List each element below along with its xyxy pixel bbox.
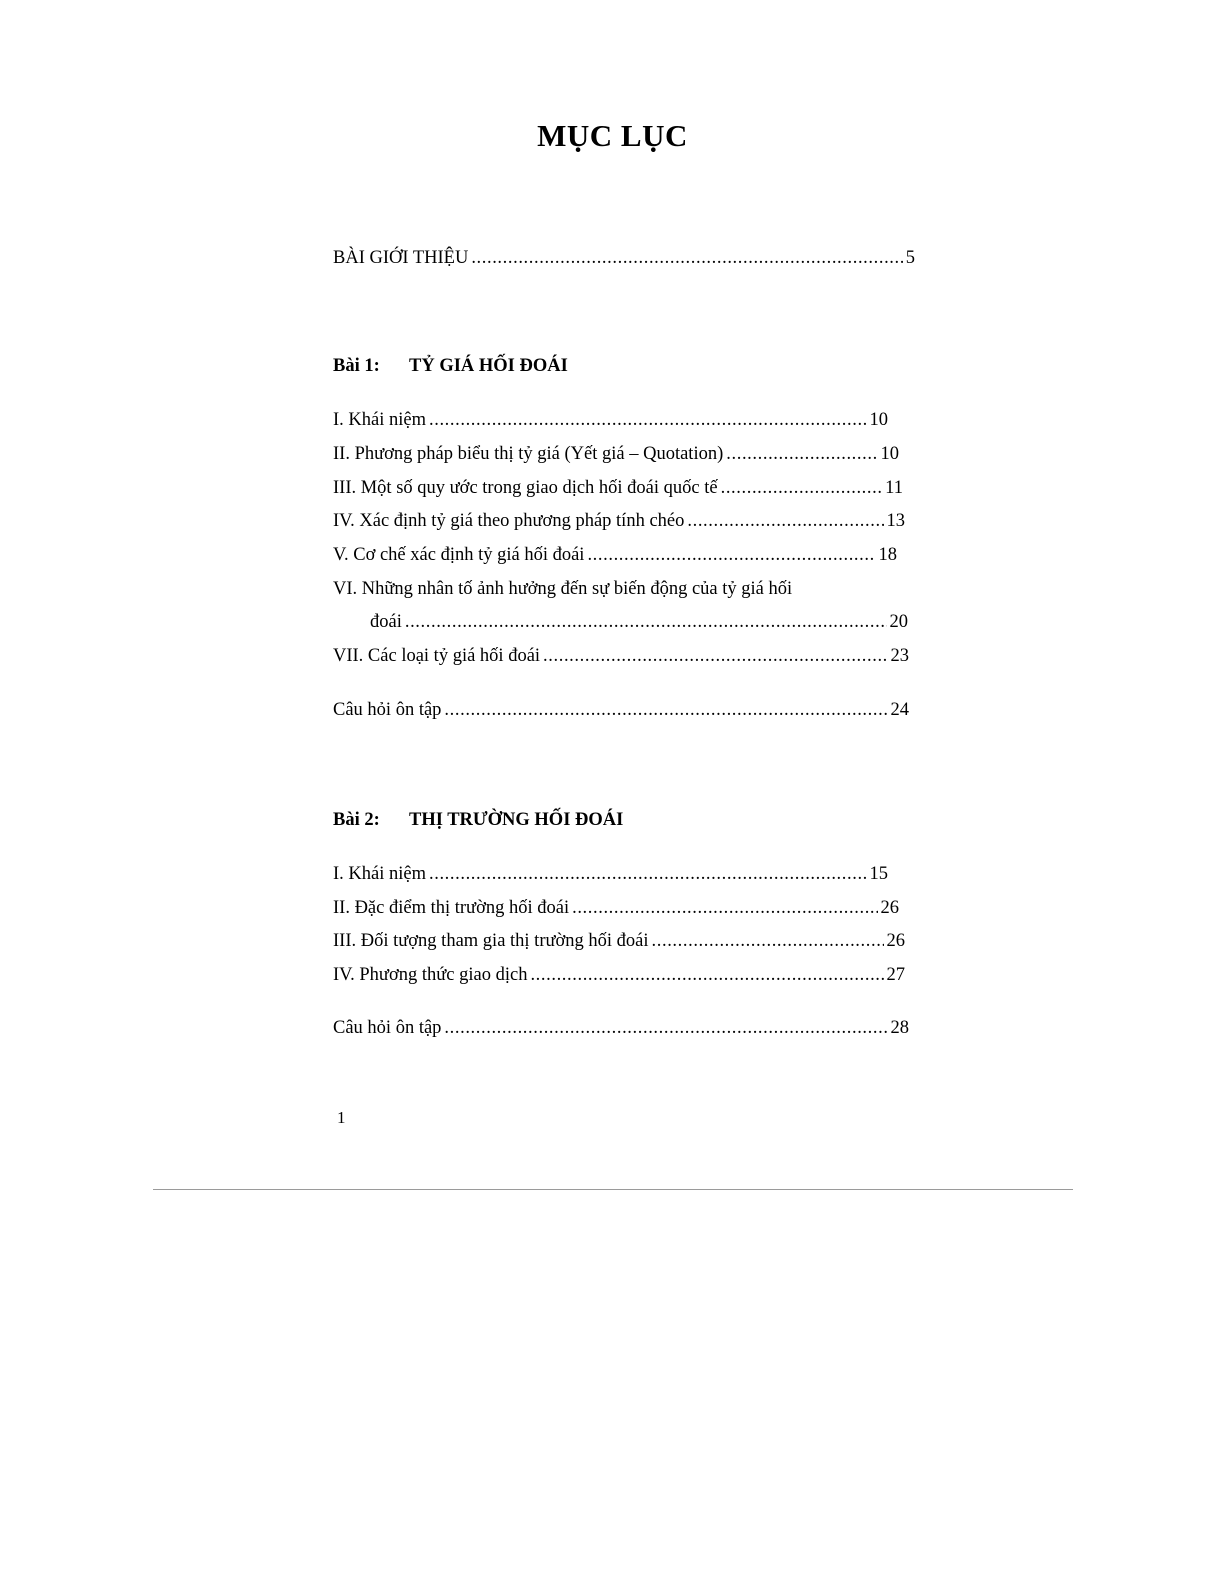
dot-leader (530, 963, 883, 987)
toc-entry-page: 20 (889, 612, 908, 632)
toc-entry-page: 5 (905, 248, 915, 268)
toc-entry-l1-3[interactable] (333, 476, 903, 500)
dot-leader (405, 610, 887, 634)
toc-entry-label: IV. Phương thức giao dịch (333, 965, 528, 985)
toc-entry-page: 10 (869, 410, 888, 430)
toc-entry-label: Câu hỏi ôn tập (333, 700, 442, 720)
toc-entry-l2-review[interactable] (333, 1016, 909, 1040)
dot-leader (572, 896, 877, 920)
toc-entry-l1-5[interactable] (333, 543, 897, 567)
dot-leader (429, 408, 867, 432)
toc-entry-page: 27 (886, 965, 905, 985)
toc-entry-l1-6-continued[interactable] (370, 610, 908, 634)
dot-leader (471, 246, 902, 270)
toc-entry-page: 11 (885, 478, 903, 498)
toc-entry-page: 24 (890, 700, 909, 720)
dot-leader (587, 543, 875, 567)
toc-entry-l1-7[interactable] (333, 644, 909, 668)
toc-entry-label: I. Khái niệm (333, 410, 426, 430)
toc-entry-label: V. Cơ chế xác định tỷ giá hối đoái (333, 545, 585, 565)
toc-entry-l2-4[interactable] (333, 963, 905, 987)
toc-entry-page: 18 (878, 545, 897, 565)
lesson-2-number: Bài 2: (333, 810, 380, 830)
dot-leader (652, 929, 884, 953)
toc-entry-page: 15 (869, 864, 888, 884)
page-divider (153, 1189, 1073, 1190)
toc-entry-l2-2[interactable] (333, 896, 899, 920)
toc-entry-l2-1[interactable] (333, 862, 888, 886)
toc-entry-page: 10 (880, 444, 899, 464)
toc-entry-label-continued: đoái (370, 612, 402, 632)
dot-leader (721, 476, 883, 500)
toc-entry-label: VII. Các loại tỷ giá hối đoái (333, 646, 541, 666)
toc-entry-page: 13 (886, 511, 905, 531)
toc-entry-label: VI. Những nhân tố ảnh hưởng đến sự biến động của tỷ giá hối (333, 579, 793, 599)
toc-entry-l1-2[interactable] (333, 442, 899, 466)
dot-leader (543, 644, 887, 668)
dot-leader (429, 862, 867, 886)
dot-leader (444, 698, 887, 722)
toc-entry-intro[interactable] (333, 246, 915, 270)
toc-entry-label: IV. Xác định tỷ giá theo phương pháp tính chéo (333, 511, 685, 531)
toc-entry-l1-review[interactable] (333, 698, 909, 722)
toc-entry-label: III. Đối tượng tham gia thị trường hối đoái (333, 931, 649, 951)
toc-entry-l1-6[interactable] (333, 577, 792, 601)
lesson-2-title: THỊ TRƯỜNG HỐI ĐOÁI (409, 810, 624, 830)
toc-entry-l2-3[interactable] (333, 929, 905, 953)
toc-entry-l1-1[interactable] (333, 408, 888, 432)
lesson-1-number: Bài 1: (333, 356, 380, 376)
toc-entry-page: 26 (880, 898, 899, 918)
toc-entry-l1-4[interactable] (333, 509, 905, 533)
toc-entry-page: 26 (886, 931, 905, 951)
dot-leader (687, 509, 883, 533)
toc-entry-page: 23 (890, 646, 909, 666)
lesson-1-title: TỶ GIÁ HỐI ĐOÁI (409, 356, 568, 376)
lesson-1-heading (333, 354, 568, 378)
toc-entry-label: II. Đặc điểm thị trường hối đoái (333, 898, 570, 918)
toc-entry-label: BÀI GIỚI THIỆU (333, 248, 469, 268)
dot-leader (726, 442, 877, 466)
toc-entry-label: III. Một số quy ước trong giao dịch hối đoái quốc tế (333, 478, 718, 498)
page-number: 1 (337, 1108, 346, 1127)
lesson-2-heading (333, 808, 623, 832)
toc-entry-label: I. Khái niệm (333, 864, 426, 884)
page-title: MỤC LỤC (537, 118, 688, 153)
toc-entry-page: 28 (890, 1018, 909, 1038)
toc-entry-label: Câu hỏi ôn tập (333, 1018, 442, 1038)
toc-entry-label: II. Phương pháp biểu thị tỷ giá (Yết giá – Quotation) (333, 444, 724, 464)
dot-leader (444, 1016, 887, 1040)
